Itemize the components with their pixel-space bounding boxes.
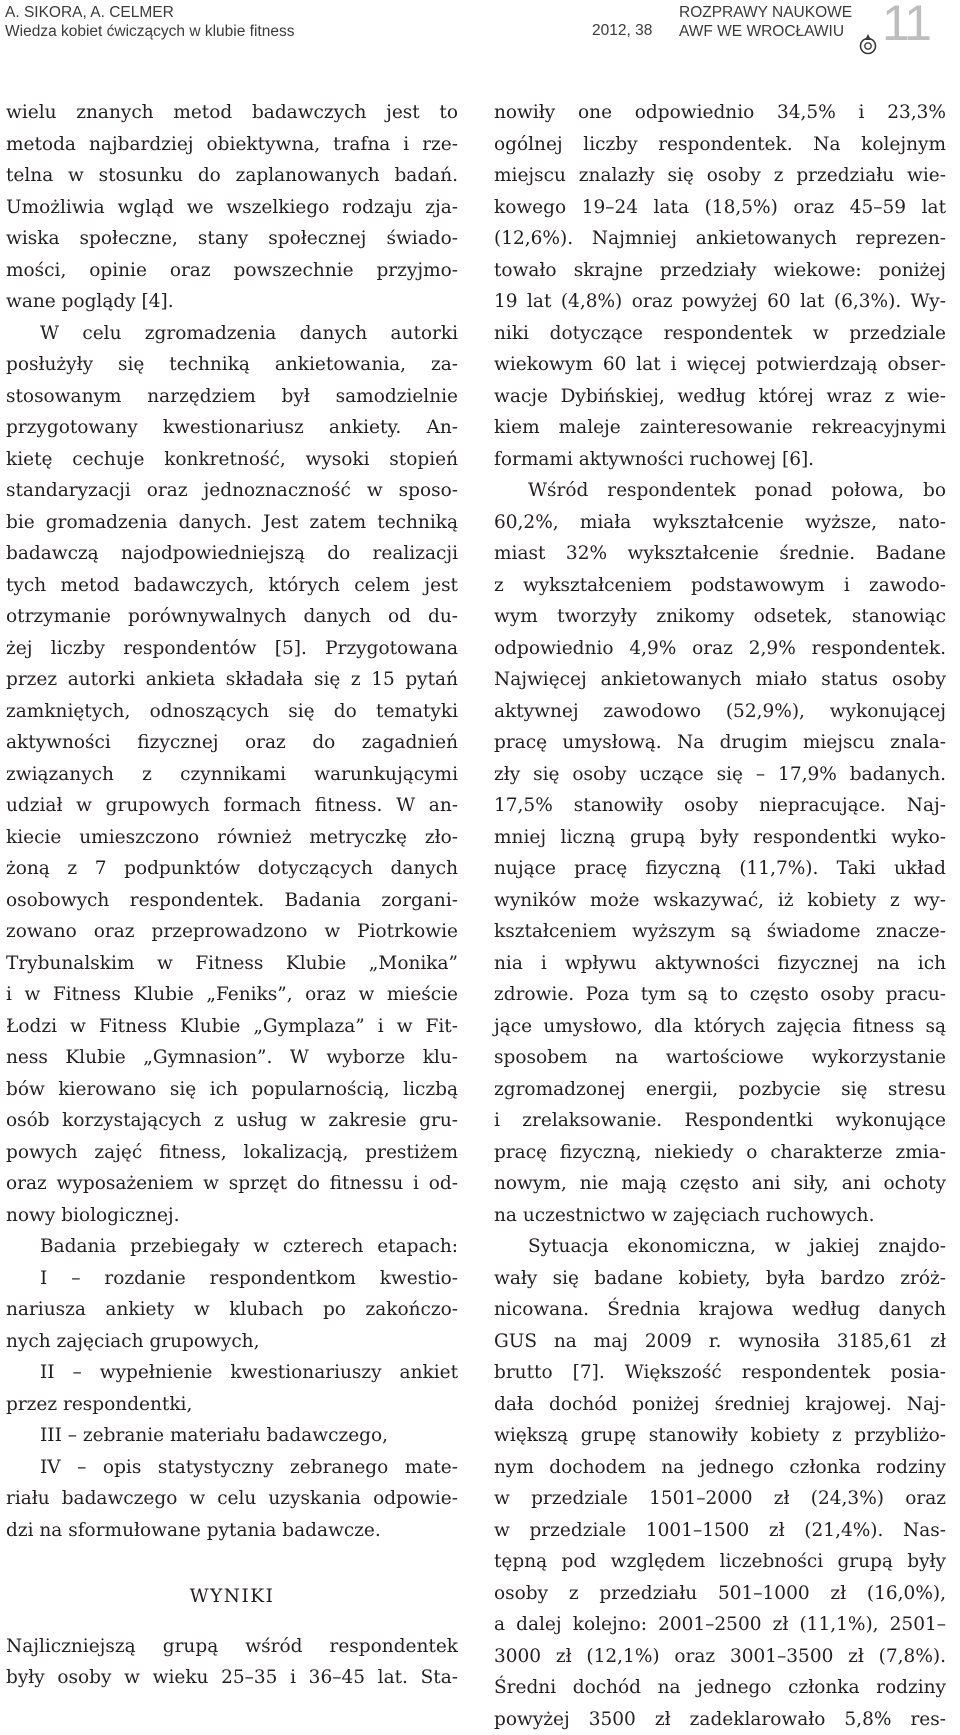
text-line: tępną pod względem liczebności grupą były xyxy=(494,1546,946,1578)
text-line: aktywności fizycznej oraz do zagadnień xyxy=(6,727,458,759)
text-line: III – zebranie materiału badawczego, xyxy=(6,1420,458,1452)
text-line: riału badawczego w celu uzyskania odpowie- xyxy=(6,1483,458,1515)
text-line: 3000 zł (12,1%) oraz 3001–3500 zł (7,8%). xyxy=(494,1641,946,1673)
header-article-title: Wiedza kobiet ćwiczących w klubie fitness xyxy=(5,22,294,41)
text-line: i zrelaksowanie. Respondentki wykonujące xyxy=(494,1105,946,1137)
text-line: zgromadzonej energii, pozbycie się stresu xyxy=(494,1074,946,1106)
text-line: zamkniętych, odnoszących się do tematyki xyxy=(6,696,458,728)
spacer xyxy=(6,1613,458,1631)
text-line: powyżej 3500 zł zadeklarowało 5,8% res- xyxy=(494,1704,946,1735)
text-line: mości, opinie oraz powszechnie przyjmo- xyxy=(6,255,458,287)
text-line: Umożliwia wgląd we wszelkiego rodzaju zja- xyxy=(6,192,458,224)
text-line: a dalej kolejno: 2001–2500 zł (11,1%), 2501– xyxy=(494,1609,946,1641)
text-line: GUS na maj 2009 r. wynosiła 3185,61 zł xyxy=(494,1326,946,1358)
text-line: osobowych respondentek. Badania zorgani- xyxy=(6,885,458,917)
text-line: jące umysłowo, dla których zajęcia fitness są xyxy=(494,1011,946,1043)
running-head-left xyxy=(5,3,294,41)
text-line: towało skrajne przedziały wiekowe: poniżej xyxy=(494,255,946,287)
text-line: kiecie umieszczono również metryczkę zło- xyxy=(6,822,458,854)
text-line: telna w stosunku do zaplanowanych badań. xyxy=(6,160,458,192)
text-line: pracę fizyczną, niekiedy o charakterze zmia- xyxy=(494,1137,946,1169)
text-line: odpowiednio 4,9% oraz 2,9% respondentek. xyxy=(494,633,946,665)
header-issue: 2012, 38 xyxy=(592,22,652,40)
text-line: metoda najbardziej obiektywna, trafna i rze- xyxy=(6,129,458,161)
text-line: zowano oraz przeprowadzono w Piotrkowie xyxy=(6,916,458,948)
text-line: kietę cechuje konkretność, wysoki stopień xyxy=(6,444,458,476)
text-line: standaryzacji oraz jednoznaczność w sposo- xyxy=(6,475,458,507)
text-line: związanych z czynnikami warunkującymi xyxy=(6,759,458,791)
text-line: nicowana. Średnia krajowa według danych xyxy=(494,1294,946,1326)
page-header xyxy=(0,0,960,70)
text-line: wiska społeczne, stany społecznej świado- xyxy=(6,223,458,255)
text-line: Sytuacja ekonomiczna, w jakiej znajdo- xyxy=(494,1231,946,1263)
text-line: nowy biologicznej. xyxy=(6,1200,458,1232)
text-line: 60,2%, miała wykształcenie wyższe, nato- xyxy=(494,507,946,539)
text-line: na uczestnictwo w zajęciach ruchowych. xyxy=(494,1200,946,1232)
text-line: przygotowany kwestionariusz ankiety. An- xyxy=(6,412,458,444)
text-line: ogólnej liczby respondentek. Na kolejnym xyxy=(494,129,946,161)
text-line: sposobem na wartościowe wykorzystanie xyxy=(494,1042,946,1074)
left-column xyxy=(6,97,458,1694)
text-line: i w Fitness Klubie „Feniks”, oraz w mieście xyxy=(6,979,458,1011)
text-line: w przedziale 1001–1500 zł (21,4%). Nas- xyxy=(494,1515,946,1547)
text-line: nowiły one odpowiednio 34,5% i 23,3% xyxy=(494,97,946,129)
text-line: oraz wyposażeniem w sprzęt do fitnessu i od- xyxy=(6,1168,458,1200)
text-line: miast 32% wykształcenie średnie. Badane xyxy=(494,538,946,570)
text-line: kowego 19–24 lata (18,5%) oraz 45–59 lat xyxy=(494,192,946,224)
text-line: mniej liczną grupą były respondentki wyko- xyxy=(494,822,946,854)
text-line: w przedziale 1501–2000 zł (24,3%) oraz xyxy=(494,1483,946,1515)
text-line: nujące pracę fizyczną (11,7%). Taki układ xyxy=(494,853,946,885)
text-line: były osoby w wieku 25–35 i 36–45 lat. Sta- xyxy=(6,1662,458,1694)
page-number: 11 xyxy=(882,0,930,52)
text-line: posłużyły się techniką ankietowania, za- xyxy=(6,349,458,381)
text-line: Średni dochód na jednego członka rodziny xyxy=(494,1672,946,1704)
text-line: nym dochodem na jednego członka rodziny xyxy=(494,1452,946,1484)
text-line: osoby z przedziału 501–1000 zł (16,0%), xyxy=(494,1578,946,1610)
text-line: wały się badane kobiety, była bardzo zróż- xyxy=(494,1263,946,1295)
text-line: dzi na sformułowane pytania badawcze. xyxy=(6,1515,458,1547)
text-line: formami aktywności ruchowej [6]. xyxy=(494,444,946,476)
text-line: wym tworzyły znikomy odsetek, stanowiąc xyxy=(494,601,946,633)
text-line: wacje Dybińskiej, według której wraz z wie- xyxy=(494,381,946,413)
text-line: osób korzystających z usług w zakresie gru- xyxy=(6,1105,458,1137)
text-line: nariusza ankiety w klubach po zakończo- xyxy=(6,1294,458,1326)
text-line: wielu znanych metod badawczych jest to xyxy=(6,97,458,129)
text-line: kształceniem wyższym są świadome znacze- xyxy=(494,916,946,948)
text-line: ness Klubie „Gymnasion”. W wyborze klu- xyxy=(6,1042,458,1074)
header-journal-line2: AWF WE WROCŁAWIU xyxy=(679,22,852,41)
text-line: Najliczniejszą grupą wśród respondentek xyxy=(6,1631,458,1663)
spacer xyxy=(6,1546,458,1581)
text-line: kiem maleje zainteresowanie rekreacyjnymi xyxy=(494,412,946,444)
header-journal-line1: ROZPRAWY NAUKOWE xyxy=(679,3,852,22)
text-line: IV – opis statystyczny zebranego mate- xyxy=(6,1452,458,1484)
text-line: przez autorki ankieta składała się z 15 pytań xyxy=(6,664,458,696)
text-line: Trybunalskim w Fitness Klubie „Monika” xyxy=(6,948,458,980)
text-line: niki dotyczące respondentek w przedziale xyxy=(494,318,946,350)
text-line: bów kierowano się ich popularnością, liczbą xyxy=(6,1074,458,1106)
text-line: zdrowie. Poza tym są to często osoby pracu- xyxy=(494,979,946,1011)
section-heading: WYNIKI xyxy=(6,1581,458,1613)
awf-logo-icon xyxy=(858,33,878,55)
text-line: I – rozdanie respondentkom kwestio- xyxy=(6,1263,458,1295)
text-line: pracę umysłową. Na drugim miejscu znala- xyxy=(494,727,946,759)
text-line: nych zajęciach grupowych, xyxy=(6,1326,458,1358)
text-line: większą grupę stanowiły kobiety z przybliżo- xyxy=(494,1420,946,1452)
text-line: bie gromadzenia danych. Jest zatem techniką xyxy=(6,507,458,539)
text-line: W celu zgromadzenia danych autorki xyxy=(6,318,458,350)
running-head-right xyxy=(679,3,852,41)
text-line: z wykształceniem podstawowym i zawodo- xyxy=(494,570,946,602)
text-line: przez respondentki, xyxy=(6,1389,458,1421)
text-line: udział w grupowych formach fitness. W an- xyxy=(6,790,458,822)
text-line: wane poglądy [4]. xyxy=(6,286,458,318)
text-line: 17,5% stanowiły osoby niepracujące. Naj- xyxy=(494,790,946,822)
text-line: wiekowym 60 lat i więcej potwierdzają obser- xyxy=(494,349,946,381)
text-line: Badania przebiegały w czterech etapach: xyxy=(6,1231,458,1263)
text-line: badawczą najodpowiedniejszą do realizacji xyxy=(6,538,458,570)
text-line: aktywnej zawodowo (52,9%), wykonującej xyxy=(494,696,946,728)
text-line: tych metod badawczych, których celem jest xyxy=(6,570,458,602)
header-authors: A. SIKORA, A. CELMER xyxy=(5,3,294,22)
text-line: Wśród respondentek ponad połowa, bo xyxy=(494,475,946,507)
text-line: żej liczby respondentów [5]. Przygotowana xyxy=(6,633,458,665)
text-line: Łodzi w Fitness Klubie „Gymplaza” i w Fit- xyxy=(6,1011,458,1043)
text-line: stosowanym narzędziem był samodzielnie xyxy=(6,381,458,413)
text-line: powych zajęć fitness, lokalizacją, prestiżem xyxy=(6,1137,458,1169)
text-line: brutto [7]. Większość respondentek posia- xyxy=(494,1357,946,1389)
text-line: żoną z 7 podpunktów dotyczących danych xyxy=(6,853,458,885)
text-line: nowym, nie mają często ani siły, ani ochoty xyxy=(494,1168,946,1200)
right-column xyxy=(494,97,946,1735)
text-line: dała dochód poniżej średniej krajowej. Naj- xyxy=(494,1389,946,1421)
text-line: Najwięcej ankietowanych miało status osoby xyxy=(494,664,946,696)
text-line: zły się osoby uczące się – 17,9% badanych. xyxy=(494,759,946,791)
text-line: otrzymanie porównywalnych danych od du- xyxy=(6,601,458,633)
text-line: II – wypełnienie kwestionariuszy ankiet xyxy=(6,1357,458,1389)
text-line: wyników może wskazywać, iż kobiety z wy- xyxy=(494,885,946,917)
text-line: 19 lat (4,8%) oraz powyżej 60 lat (6,3%). Wy- xyxy=(494,286,946,318)
text-line: miejscu znalazły się osoby z przedziału wie- xyxy=(494,160,946,192)
text-line: nia i wpływu aktywności fizycznej na ich xyxy=(494,948,946,980)
text-line: (12,6%). Najmniej ankietowanych reprezen- xyxy=(494,223,946,255)
